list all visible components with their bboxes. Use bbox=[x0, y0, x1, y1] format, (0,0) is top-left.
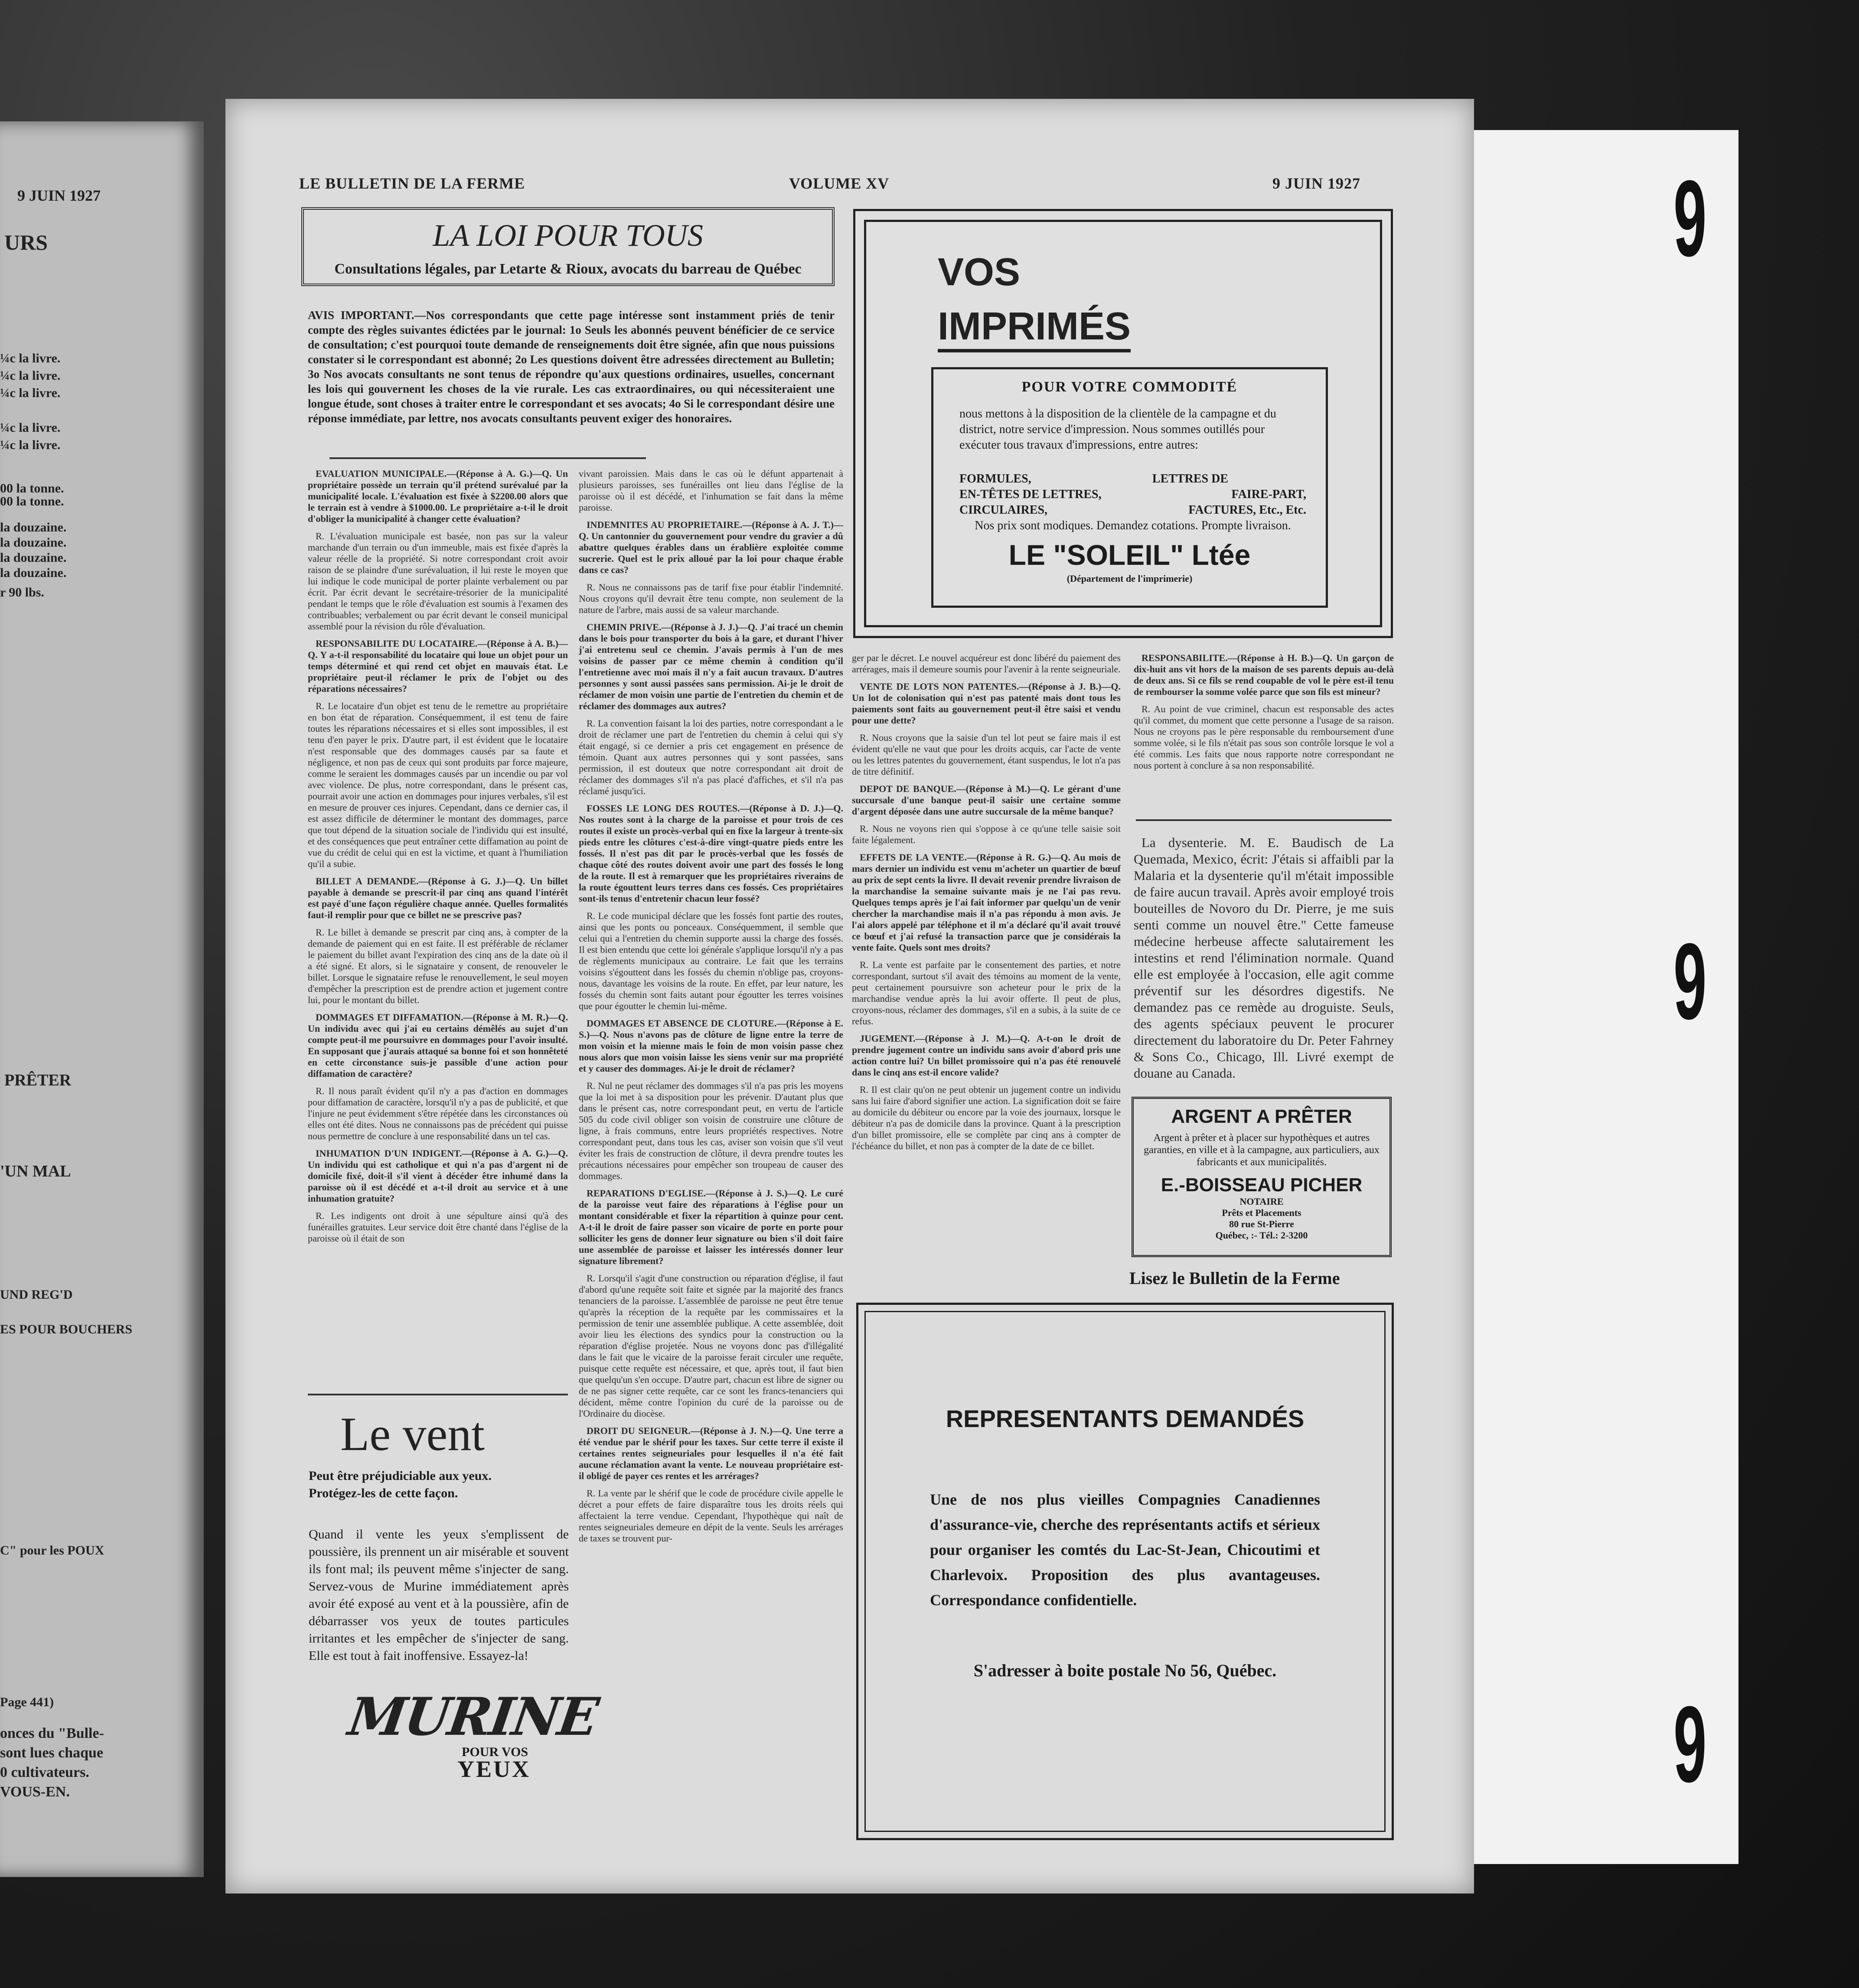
murine-ad-body: Quand il vente les yeux s'emplissent de poussière, ils prennent un air misérable et souvent ils font mal; ils peuvent même s'injecter de sang. Servez-vous de Murine immédiatement après avoir été exposé au vent et à la poussière, afin de débarrasser vos yeux de toutes particules irritantes et les empêcher de s'injecter de sang. Elle est tout à fait inoffensive. Essayez-la! bbox=[309, 1527, 569, 1663]
left-fragment-3: ¼c la livre. bbox=[0, 386, 61, 400]
representatives-ad-contact: S'adresser à boite postale No 56, Québec. bbox=[973, 1661, 1277, 1680]
article-question: RESPONSABILITE DU LOCATAIRE.—(Réponse à A. B.)—Q. Y a-t-il responsabilité du locataire qui loue un objet pour un temps déterminé et qui rend cet objet en mauvais état. Le propriétaire peut-il réclamer le prix de l'objet ou des réparations nécessaires? bbox=[308, 638, 568, 694]
article-answer: R. Le billet à demande se prescrit par cinq ans, à compter de la demande de paiement qui en est faite. Il est préférable de réclamer le paiement du billet avant l'expiration des cinq ans de la date où il a été signé. Et alors, si le signataire y consent, de renouveler le billet. Lorsque le signataire refuse le renouvellement, le seul moyen d'empêcher la prescription est de prendre action et jugement contre lui, pour le montant du billet. bbox=[308, 927, 568, 1005]
article-question: RESPONSABILITE.—(Réponse à H. B.)—Q. Un garçon de dix-huit ans vit hors de la maison de ses parents depuis au-delà de deux ans. Si ce fils se rend coupable de vol le père est-il tenu de rembourser la somme volée parce que son fils est mineur? bbox=[1134, 652, 1394, 697]
murine-logo-word: MURINE bbox=[345, 1686, 601, 1747]
left-fragment-11: la douzaine. bbox=[0, 566, 67, 580]
article-answer: R. La vente par le shérif que le code de procédure civile appelle le décret a pour effets de faire disparaître tous les droits réels qui affectaient la terre vendue. Cependant, l'hypothèque qui naît de rentes seigneuriales demeure en dépit de la vente. Seuls les arrérages de taxes se trouvent pur- bbox=[579, 1488, 843, 1544]
article-answer: R. La convention faisant la loi des parties, notre correspondant a le droit de réclamer une part de l'entretien du chemin à celui qui s'y était engagé, si ce dernier a pris cet engagement en présence de témoin. Quant aux autres personnes qui y sont passées, sans permission, il est douteux que notre correspondant ait droit de réclamer des dommages s'il n'a pas placé d'affiches, et s'il n'a pas réclamé jusqu'ici. bbox=[579, 718, 843, 796]
article-answer: R. L'évaluation municipale est basée, non pas sur la valeur marchande d'un terrain ou d'un immeuble, mais est fixée d'après la valeur réelle de la propriété. Si notre correspondant croit avoir raison de se plaindre d'une surévaluation, il lui reste le moyen que lui indique le code municipal de porter plainte verbalement ou par écrit. Par écrit devant le secrétaire-trésorier de la municipalité pendant le temps que le rôle d'évaluation est soumis à l'examen des contribuables; verbalement ou par écrit devant le conseil municipal assemblé pour la révision du rôle d'évaluation. bbox=[308, 531, 568, 632]
murine-logo bbox=[345, 1686, 601, 1782]
loan-ad-notaire: NOTAIRE bbox=[1239, 1196, 1284, 1207]
left-fragment-18: Page 441) bbox=[0, 1695, 54, 1709]
column-3 bbox=[852, 652, 1121, 1303]
header-volume: VOLUME XV bbox=[789, 175, 890, 192]
article-answer: R. La vente est parfaite par le consentement des parties, et notre correspondant, surtout s'il avait des témoins au moment de la vente, peut certainement poursuivre son acheteur pour le prix de la marchandise vendue après la lui avoir offerte. Il peut de plus, croyons-nous, réclamer des dommages, s'il en a subis, à la suite de ce refus. bbox=[852, 959, 1121, 1027]
article-question: DEPOT DE BANQUE.—(Réponse à M.)—Q. Le gérant d'une succursale d'une banque peut-il saisir une certaine somme d'argent déposée dans une autre succursale de la même banque? bbox=[852, 783, 1121, 817]
left-fragment-22: VOUS-EN. bbox=[0, 1784, 70, 1800]
murine-logo-pour-vos: POUR VOS bbox=[462, 1745, 528, 1759]
printing-ad-items bbox=[959, 471, 1306, 534]
column-2 bbox=[579, 468, 843, 1812]
article-answer: R. Il est clair qu'on ne peut obtenir un jugement contre un individu sans lui faire d'abord signifier une action. La signification doit se faire au domicile du débiteur ou encore par la voie des journaux, lorsque le débiteur n'a pas de domicile dans la province. Quant à la prescription d'un billet promissoire, elle se complète par cinq ans à compter de l'échéance du billet, et non pas à compter de la date de ce billet. bbox=[852, 1084, 1121, 1151]
left-fragment-2: ¼c la livre. bbox=[0, 368, 61, 383]
representatives-ad-body: Une de nos plus vieilles Compagnies Canadiennes d'assurance-vie, cherche des représentants actifs et sérieux pour organiser les comtés du Lac-St-Jean, Chicoutimi et Charlevoix. Proposition des plus avantageuses. Correspondance confidentielle. bbox=[930, 1491, 1320, 1609]
dysentery-text: La dysenterie. M. E. Baudisch de La Quemada, Mexico, écrit: J'étais si affaibli par la Malaria et la dysenterie qu'il m'était impossible de faire aucun travail. Après avoir employé trois bouteilles de Novoro du Dr. Pierre, je me suis senti comme un nouvel être." Cette fameuse médecine herbeuse affecte salutairement les intestins et rend l'élimination normale. Quand elle est employée à l'occasion, elle agit comme préventif sur les désordres digestifs. Ne demandez pas ce remède au droguiste. Seuls, des agents spéciaux peuvent le procurer directement du laboratoire du Dr. Peter Fahrney & Sons Co., Chicago, Ill. Livré exempt de douane au Canada. bbox=[1134, 835, 1394, 1081]
left-fragment-14: 'UN MAL bbox=[0, 1162, 71, 1180]
loan-ad-city-phone: Québec, :- Tél.: 2-3200 bbox=[1215, 1230, 1308, 1241]
loan-ad-name: E.-BOISSEAU PICHER bbox=[1161, 1174, 1363, 1196]
article-answer: R. Les indigents ont droit à une sépulture ainsi qu'à des funérailles gratuites. Leur service doit être chanté dans l'église de la paroisse où il était de son bbox=[308, 1210, 568, 1244]
article-answer: R. Nous ne connaissons pas de tarif fixe pour établir l'indemnité. Nous croyons qu'il devrait être tenu compte, non seulement de la nature de l'arbre, mais aussi de sa valeur marchande. bbox=[579, 582, 843, 615]
article-question: EFFETS DE LA VENTE.—(Réponse à R. G.)—Q. Au mois de mars dernier un individu est venu m'acheter un quartier de bœuf au prix de sept cents la livre. Il devait revenir prendre livraison de la marchandise la semaine suivante mais je ne l'ai pas revu. Quelques temps après je l'ai fait informer par quelqu'un de venir chercher la marchandise mais il n'a pas répondu à mon avis. Je l'ai alors appelé par téléphone et il m'a déclaré qu'il avait trouvé ce bœuf et j'ai refusé la transaction parce que je considérais la vente faite. Quels sont mes droits? bbox=[852, 852, 1121, 953]
loan-ad-description: Argent à prêter et à placer sur hypothèques et autres garanties, en ville et à la campagne, aux particuliers, aux fabricants et aux municipalités. bbox=[1144, 1132, 1380, 1168]
section-title-box bbox=[301, 207, 835, 286]
left-fragment-12: r 90 lbs. bbox=[0, 585, 44, 600]
read-bulletin-tagline: Lisez le Bulletin de la Ferme bbox=[1129, 1268, 1340, 1288]
section-title: LA LOI POUR TOUS bbox=[433, 218, 703, 253]
article-question: JUGEMENT.—(Réponse à J. M.)—Q. A-t-on le droit de prendre jugement contre un individu sans avoir d'abord pris une action contre lui? Un billet promissoire qui n'a pas été renouvelé dans le cinq ans est-il encore valide? bbox=[852, 1033, 1121, 1078]
important-notice: AVIS IMPORTANT.—Nos correspondants que cette page intéresse sont instamment priés de tenir compte des règles suivantes édictées par le journal: 1o Seuls les abonnés peuvent bénéficier de ce service de consultation; c'est pourquoi toute demande de renseignements doit être signée, afin que nous puissions constater si le correspondant est abonné; 2o Les questions doivent être adressées directement au Bulletin; 3o Nos avocats consultants ne sont tenus de répondre qu'aux questions ordinaires, usuelles, concernant les lois qui gouvernent les choses de la vie rurale. Les cas extraordinaires, ou qui nécessiteraient une longue étude, sont choses à traiter entre le correspondant et ses avocats; 4o Si le correspondant désire une réponse immédiate, par lettre, nos avocats consultants peuvent exiger des honoraires. bbox=[308, 309, 835, 425]
printing-item: FACTURES, Etc., Etc. bbox=[1188, 503, 1306, 517]
loan-ad bbox=[1132, 1097, 1392, 1257]
article-continuation: vivant paroissien. Mais dans le cas où le défunt appartenait à plusieurs paroisses, ses funérailles ont lieu dans l'église de la paroisse où il est décédé, et l'inhumation se fait dans la même paroisse. bbox=[579, 468, 843, 513]
article-answer: R. Au point de vue criminel, chacun est responsable des actes qu'il commet, du moment que cette personne a l'usage de sa raison. Nous ne croyons pas le père responsable du remboursement d'une somme volée, si le fils n'était pas sous son contrôle lorsque le vol a été commis. Les faits que nous rapporte notre correspondant ne nous portent à conclure à sa non responsabilité. bbox=[1134, 704, 1394, 771]
column-1 bbox=[308, 468, 568, 1379]
printing-ad bbox=[853, 209, 1393, 638]
header-date: 9 JUIN 1927 bbox=[1272, 175, 1361, 192]
left-fragment-17: C" pour les POUX bbox=[0, 1543, 104, 1558]
printing-item: CIRCULAIRES, bbox=[959, 503, 1048, 517]
article-answer: R. Le locataire d'un objet est tenu de le remettre au propriétaire en bon état de réparation. Conséquemment, il est tenu de faire toutes les réparations nécessaires et si elles sont impossibles, il est tenu d'en payer le prix. D'autre part, il est évident que le locataire n'est responsable que des dommages causés par sa faute et négligence, et non pas de ceux qui sont produits par force majeure, comme le seraient les dommages causés par un incendie ou par vol avec violence. De plus, notre correspondant, dans le présent cas, pourrait avoir une action en dommages pour injures verbales, s'il est en mesure de prouver ces injures. Cependant, dans ce dernier cas, il est assez difficile de déterminer le montant des dommages, parce que tout dépend de la situation sociale de l'individu qui est insulté, et des conséquences que peut entraîner cette diffamation au point de vue du crédit de celui qui en est la victime, et quant à l'humiliation qu'il a subie. bbox=[308, 701, 568, 869]
printing-ad-department: (Département de l'imprimerie) bbox=[1066, 573, 1193, 584]
section-subtitle: Consultations légales, par Letarte & Rioux, avocats du barreau de Québec bbox=[334, 261, 802, 277]
column-1-divider bbox=[308, 1394, 568, 1395]
printing-item: LETTRES DE bbox=[1152, 472, 1228, 486]
left-fragment-6: 00 la tonne. bbox=[0, 481, 64, 495]
left-fragment-4: ¼c la livre. bbox=[0, 420, 61, 435]
murine-ad-subtitle: Peut être préjudiciable aux yeux. Protégez-les de cette façon. bbox=[309, 1469, 492, 1500]
left-fragment-20: sont lues chaque bbox=[0, 1745, 104, 1761]
article-question: VENTE DE LOTS NON PATENTES.—(Réponse à J. B.)—Q. Un lot de colonisation qui n'est pas patenté mais dont tous les paiements sont faits au gouvernement peut-il être saisi et vendu pour une dette? bbox=[852, 681, 1121, 726]
printing-ad-description: nous mettons à la disposition de la clientèle de la campagne et du district, notre service d'impression. Nous sommes outillés pour exécuter tous travaux d'impressions, entre autres: bbox=[959, 407, 1276, 452]
printing-ad-company: LE "SOLEIL" Ltée bbox=[1008, 539, 1251, 571]
left-fragment-16: ES POUR BOUCHERS bbox=[0, 1322, 133, 1336]
loan-ad-address: 80 rue St-Pierre bbox=[1229, 1219, 1294, 1229]
article-answer: R. Nous croyons que la saisie d'un tel lot peut se faire mais il est évident qu'elle ne vaut que pour les droits acquis, car l'acte de vente ou les lettres patentes du gouvernement, étant suspendus, le lot n'a pas de titre définitif. bbox=[852, 732, 1121, 777]
article-question: CHEMIN PRIVE.—(Réponse à J. J.)—Q. J'ai tracé un chemin dans le bois pour transporter du bois à la gare, et durant l'hiver j'ai entretenu seul ce chemin. J'avais permis à l'un de mes voisins de passer par ce même chemin à condition qu'il l'entretienne avec moi mais il n'y a fait aucun travaux. D'autres personnes y sont aussi passées sans permission. Ai-je le droit de réclamer de mon voisin une partie de l'entretien du chemin et de réclamer des dommages aux autres? bbox=[579, 622, 843, 711]
left-fragment-13: PRÊTER bbox=[4, 1071, 72, 1089]
article-question: DOMMAGES ET DIFFAMATION.—(Réponse à M. R.)—Q. Un individu avec qui j'ai eu certains démêlés au sujet d'un compte peut-il me poursuivre en dommages pour l'avoir insulté. En supposant que j'aurais attaqué sa bonne foi et son honnêteté en cette circonstance suis-je passible d'une action pour diffamation de caractère? bbox=[308, 1012, 568, 1079]
article-question: DROIT DU SEIGNEUR.—(Réponse à J. N.)—Q. Une terre a été vendue par le shérif pour les taxes. Sur cette terre il existe il certaines rentes seigneuriales pour lesquelles il n'a été fait aucune réclamation avant la vente. Le nouveau propriétaire est-il obligé de payer ces rentes et les arrérages? bbox=[579, 1425, 843, 1481]
column-4 bbox=[1134, 652, 1394, 817]
article-question: BILLET A DEMANDE.—(Réponse à G. J.)—Q. Un billet payable à demande se prescrit-il par cinq ans quand l'intérêt est payé d'une façon régulière chaque année. Quelles formalités faut-il remplir pour que ce billet ne se prescrive pas? bbox=[308, 876, 568, 920]
article-question: DOMMAGES ET ABSENCE DE CLOTURE.—(Réponse à E. S.)—Q. Nous n'avons pas de clôture de ligne entre la terre de mon voisin et la mienne mais le foin de mon voisin passe chez nous alors que mon voisin laisse les siens venir sur ma propriété et y causer des dommages. Ai-je le droit de réclamer? bbox=[579, 1018, 843, 1074]
printing-ad-imprimes: IMPRIMÉS bbox=[938, 304, 1131, 352]
article-answer: R. Nul ne peut réclamer des dommages s'il n'a pas pris les moyens que la loi met à sa disposition pour les prévenir. D'autant plus que dans le présent cas, notre correspondant peut, en vertu de l'article 505 du code civil obliger son voisin de construire une clôture de ligne, à frais communs, entre leurs propriétés respectives. Notre correspondant peut, dans tous les cas, aviser son voisin que s'il veut éviter les frais de construction de clôture, il devra prendre toutes les précautions nécessaires pour empêcher son troupeau de causer des dommages. bbox=[579, 1080, 843, 1181]
notice-divider bbox=[329, 457, 646, 459]
article-answer: R. Le code municipal déclare que les fossés font partie des routes, ainsi que les ponts ou ponceaux. Conséquemment, il semble que celui qui a l'entretien du chemin supporte aussi la charge des fossés. Il est bien entendu que cette loi générale s'applique lorsqu'il n'y a pas de règlements municipaux au contraire. Le fait que les terrains voisins s'égouttent dans les fossés du chemin n'oblige pas, croyons-nous, davantage les voisins de la route. En effet, par leur nature, les fossés du chemin sont faits autant pour égoutter les terres voisines que pour égoutter le chemin lui-même. bbox=[579, 910, 843, 1011]
left-fragment-21: 0 cultivateurs. bbox=[0, 1764, 89, 1780]
left-fragment-0: URS bbox=[4, 230, 48, 254]
article-question: REPARATIONS D'EGLISE.—(Réponse à J. S.)—Q. Le curé de la paroisse veut faire des réparations à l'église pour un montant considérable et fixer la répartition à quinze pour cent. A-t-il le droit de faire passer son vicaire de porte en porte pour solliciter les gens de donner leur signature ou bien s'il doit faire une assemblée de paroisse et laisser les intéressés donner leur signature librement? bbox=[579, 1188, 843, 1266]
article-answer: R. Nous ne voyons rien qui s'oppose à ce qu'une telle saisie soit faite légalement. bbox=[852, 823, 1121, 845]
loan-ad-title: ARGENT A PRÊTER bbox=[1171, 1106, 1352, 1127]
printing-ad-headline: POUR VOTRE COMMODITÉ bbox=[1021, 379, 1238, 395]
representatives-ad bbox=[856, 1303, 1394, 1840]
article-answer: R. Lorsqu'il s'agit d'une construction ou réparation d'église, il faut d'abord qu'une requête soit faite et signée par la majorité des francs tenanciers de la paroisse. L'assemblée de paroisse ne peut être tenue qu'après la réception de la requête par les commissaires et la permission de tenir une assemblée publique. A cette assemblée, doit avoir lieu les élections des syndics pour la construction ou la réparation d'église projetée. Nous ne voyons donc pas d'illégalité dans le fait que le vicaire de la paroisse ferait circuler une requête, puisque cette requête est nécessaire, et que, après tout, il faut bien que quelqu'un s'en occupe. D'autre part, chacun est libre de signer ou de ne pas signer cette requête, car ce sont les francs-tenanciers qui décident, même contre l'opinion du curé de la paroisse ou de l'Ordinaire du diocèse. bbox=[579, 1273, 843, 1419]
printing-ad-vos: VOS bbox=[938, 251, 1021, 294]
header-publication: LE BULLETIN DE LA FERME bbox=[299, 175, 525, 192]
article-answer: R. Il nous paraît évident qu'il n'y a pas d'action en dommages pour diffamation de caractère, lorsqu'il n'y a pas de publicité, et que l'injure ne peut évidemment s'être répétée dans les circonstances où elles ont été dites. Nous ne connaissons pas de précédent qui puisse nous permettre de conclure à une responsabilité dans un tel cas. bbox=[308, 1085, 568, 1141]
printing-item: EN-TÊTES DE LETTRES, bbox=[959, 488, 1102, 501]
article-question: FOSSES LE LONG DES ROUTES.—(Réponse à D. J.)—Q. Nos routes sont à la charge de la paroisse et pour trois de ces routes il existe un procès-verbal qui en fixe la largeur à trente-six pieds entre les clôtures c'est-à-dire vingt-quatre pieds entre les fossés. Il n'est pas dit par le procès-verbal que les fossés de chaque côté des routes doivent avoir une part des fossés le long de la route. Il est à remarquer que les propriétaires riverains de la route égouttent leurs terres dans ces fossés. Ces propriétaires sont-ils tenus d'entretenir chacun leur fossé? bbox=[579, 803, 843, 904]
left-page-fragment bbox=[0, 121, 204, 1877]
left-fragment-7: 00 la tonne. bbox=[0, 494, 64, 508]
printing-item: FORMULES, bbox=[959, 472, 1031, 486]
left-fragment-9: la douzaine. bbox=[0, 535, 67, 550]
article-question: INDEMNITES AU PROPRIETAIRE.—(Réponse à A. J. T.)—Q. Un cantonnier du gouvernement pour vendre du gravier a dû abattre quelques érables dans un érablière exploitée comme sucrerie. Quel est le prix alloué par la loi pour chaque érable dans ce cas? bbox=[579, 519, 843, 575]
article-question: INHUMATION D'UN INDIGENT.—(Réponse à A. G.)—Q. Un individu qui est catholique et qui n'a pas d'argent ni de domicile fixé, doit-il s'il vient à décéder être inhumé dans la paroisse où il est décédé et a-t-il droit au service et à une inhumation gratuite? bbox=[308, 1148, 568, 1204]
left-fragment-19: onces du "Bulle- bbox=[0, 1725, 104, 1741]
printing-ad-prices: Nos prix sont modiques. Demandez cotations. Prompte livraison. bbox=[975, 519, 1291, 532]
left-fragment-5: ¼c la livre. bbox=[0, 438, 61, 452]
page-number-marker-middle: 9 bbox=[1673, 921, 1707, 1042]
printing-item: FAIRE-PART, bbox=[1231, 488, 1306, 501]
page-number-marker-top: 9 bbox=[1673, 158, 1707, 279]
page-number-marker-bottom: 9 bbox=[1673, 1684, 1707, 1805]
left-fragment-10: la douzaine. bbox=[0, 551, 67, 565]
column-4-divider bbox=[1136, 819, 1392, 821]
murine-logo-yeux: YEUX bbox=[457, 1756, 531, 1782]
left-page-date: 9 JUIN 1927 bbox=[17, 187, 101, 204]
article-question: EVALUATION MUNICIPALE.—(Réponse à A. G.)—Q. Un propriétaire possède un terrain qu'il prétend surévalué par la municipalité locale. L'évaluation est fixée à $2200.00 alors que le terrain est à vendre à $1000.00. Le propriétaire a-t-il le droit d'obliger la municipalité à changer cette évaluation? bbox=[308, 468, 568, 524]
dysentery-ad bbox=[1134, 834, 1394, 1086]
loan-ad-prets: Prêts et Placements bbox=[1222, 1207, 1301, 1218]
left-fragment-1: ¼c la livre. bbox=[0, 351, 61, 365]
article-continuation: ger par le décret. Le nouvel acquéreur est donc libéré du paiement des arrérages, mais il demeure soumis pour l'avenir à la rente seigneuriale. bbox=[852, 652, 1121, 675]
murine-ad-title: Le vent bbox=[340, 1408, 485, 1460]
printing-ad-details-box bbox=[931, 367, 1328, 608]
left-fragment-15: UND REG'D bbox=[0, 1287, 73, 1302]
left-fragment-8: la douzaine. bbox=[0, 520, 67, 534]
representatives-ad-title: REPRESENTANTS DEMANDÉS bbox=[946, 1405, 1305, 1432]
